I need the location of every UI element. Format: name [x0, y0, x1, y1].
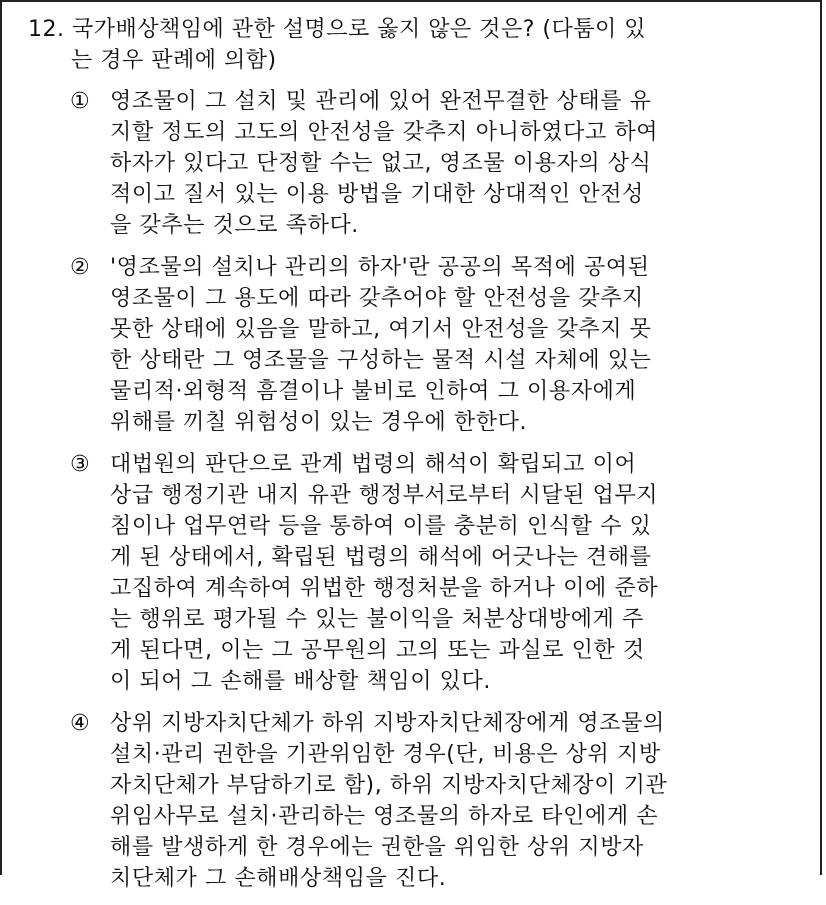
option-line: 적이고 질서 있는 이용 방법을 기대한 상대적인 안전성: [110, 182, 644, 207]
option-line: 자치단체가 부담하기로 함), 하위 지방자치단체장이 기관: [110, 773, 668, 798]
option-line: 대법원의 판단으로 관계 법령의 해석이 확립되고 이어: [110, 452, 637, 477]
option-line: 침이나 업무연락 등을 통하여 이를 충분히 인식할 수 있: [110, 514, 652, 539]
option-line: '영조물의 설치나 관리의 하자'란 공공의 목적에 공여된: [110, 255, 650, 280]
option-text: [110, 449, 822, 697]
option-line: 한 상태란 그 영조물을 구성하는 물적 시설 자체에 있는: [110, 348, 652, 373]
option-number: ②: [70, 255, 90, 280]
option-line: 해를 발생하게 한 경우에는 권한을 위임한 상위 지방자: [110, 835, 644, 860]
question-stem: [28, 14, 788, 76]
option-line: 는 행위로 평가될 수 있는 불이익을 처분상대방에게 주: [110, 607, 644, 632]
option-line: 지할 정도의 고도의 안전성을 갖추지 아니하였다고 하여: [110, 120, 659, 145]
option-text: [110, 252, 822, 438]
option-1[interactable]: [0, 86, 822, 241]
question-line: 는 경우 판례에 의함): [71, 48, 277, 73]
option-line: 영조물이 그 용도에 따라 갖추어야 할 안전성을 갖추지: [110, 286, 644, 311]
option-line: 하자가 있다고 단정할 수는 없고, 영조물 이용자의 상식: [110, 151, 652, 176]
option-line: 못한 상태에 있음을 말하고, 여기서 안전성을 갖추지 못: [110, 317, 652, 342]
option-line: 물리적·외형적 흠결이나 불비로 인하여 그 이용자에게: [110, 379, 637, 404]
option-line: 게 된 상태에서, 확립된 법령의 해석에 어긋나는 견해를: [110, 545, 652, 570]
option-4[interactable]: [0, 708, 822, 894]
question-line: 12. 국가배상책임에 관한 설명으로 옳지 않은 것은? (다툼이 있: [28, 17, 646, 42]
option-number: ④: [70, 711, 90, 736]
option-line: 위해를 끼칠 위험성이 있는 경우에 한한다.: [110, 410, 528, 435]
option-number: ③: [70, 452, 90, 477]
option-line: 상위 지방자치단체가 하위 지방자치단체장에게 영조물의: [110, 711, 665, 736]
option-line: 영조물이 그 설치 및 관리에 있어 완전무결한 상태를 유: [110, 89, 652, 114]
option-line: 고집하여 계속하여 위법한 행정처분을 하거나 이에 준하: [110, 576, 659, 601]
option-line: 설치·관리 권한을 기관위임한 경우(단, 비용은 상위 지방: [110, 742, 661, 767]
option-number: ①: [70, 89, 90, 114]
option-line: 위임사무로 설치·관리하는 영조물의 하자로 타인에게 손: [110, 804, 659, 829]
option-line: 게 된다면, 이는 그 공무원의 고의 또는 과실로 인한 것: [110, 638, 645, 663]
option-line: 상급 행정기관 내지 유관 행정부서로부터 시달된 업무지: [110, 483, 659, 508]
answer-options: [0, 86, 822, 905]
option-line: 을 갖추는 것으로 족하다.: [110, 213, 359, 238]
option-3[interactable]: [0, 449, 822, 697]
option-text: [110, 708, 822, 894]
option-line: 치단체가 그 손해배상책임을 진다.: [110, 866, 447, 891]
option-line: 이 되어 그 손해를 배상할 책임이 있다.: [110, 669, 491, 694]
option-2[interactable]: [0, 252, 822, 438]
option-text: [110, 86, 822, 241]
